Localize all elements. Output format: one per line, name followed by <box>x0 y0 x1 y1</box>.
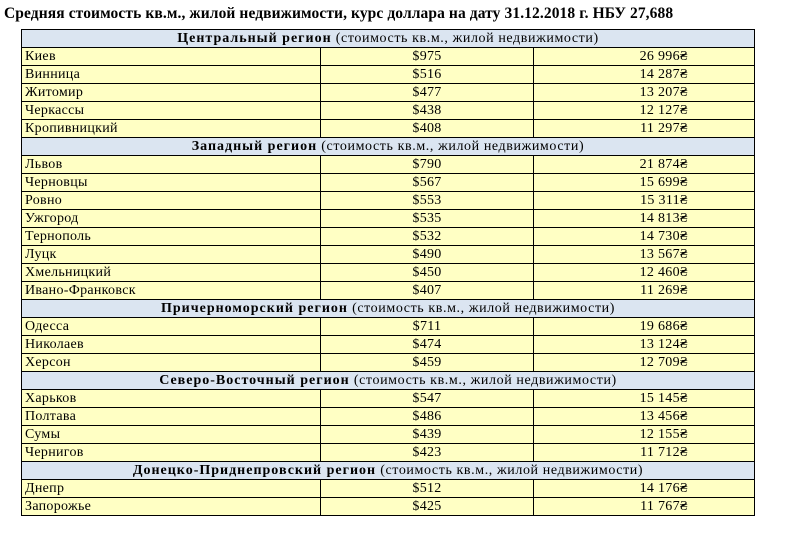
uah-price-cell: 15 311₴ <box>534 192 755 210</box>
uah-price-cell: 11 767₴ <box>534 498 755 516</box>
uah-price-cell: 15 699₴ <box>534 174 755 192</box>
region-name: Причерноморский регион <box>160 301 348 316</box>
region-header-row <box>22 372 755 390</box>
uah-price-cell: 12 155₴ <box>534 426 755 444</box>
usd-price-cell: $516 <box>321 66 534 84</box>
usd-price-cell: $512 <box>321 480 534 498</box>
usd-price-cell: $535 <box>321 210 534 228</box>
usd-price-cell: $711 <box>321 318 534 336</box>
city-cell: Винница <box>22 66 321 84</box>
city-cell: Тернополь <box>22 228 321 246</box>
city-cell: Одесса <box>22 318 321 336</box>
city-cell: Харьков <box>22 390 321 408</box>
city-cell: Ужгород <box>22 210 321 228</box>
city-cell: Черкассы <box>22 102 321 120</box>
region-suffix: (стоимость кв.м., жилой недвижимости) <box>335 31 599 46</box>
uah-price-cell: 21 874₴ <box>534 156 755 174</box>
uah-price-cell: 19 686₴ <box>534 318 755 336</box>
region-name: Центральный регион <box>177 31 332 46</box>
usd-price-cell: $423 <box>321 444 534 462</box>
city-cell: Ивано-Франковск <box>22 282 321 300</box>
usd-price-cell: $975 <box>321 48 534 66</box>
table-row <box>22 66 755 84</box>
uah-price-cell: 12 709₴ <box>534 354 755 372</box>
usd-price-cell: $408 <box>321 120 534 138</box>
uah-price-cell: 12 460₴ <box>534 264 755 282</box>
uah-price-cell: 11 269₴ <box>534 282 755 300</box>
region-header <box>22 30 755 48</box>
uah-price-cell: 15 145₴ <box>534 390 755 408</box>
usd-price-cell: $474 <box>321 336 534 354</box>
table-row <box>22 210 755 228</box>
uah-price-cell: 13 124₴ <box>534 336 755 354</box>
city-cell: Кропивницкий <box>22 120 321 138</box>
usd-price-cell: $567 <box>321 174 534 192</box>
uah-price-cell: 11 712₴ <box>534 444 755 462</box>
table-row <box>22 336 755 354</box>
region-suffix: (стоимость кв.м., жилой недвижимости) <box>352 301 616 316</box>
table-row <box>22 390 755 408</box>
uah-price-cell: 14 176₴ <box>534 480 755 498</box>
uah-price-cell: 14 813₴ <box>534 210 755 228</box>
table-row <box>22 426 755 444</box>
table-row <box>22 282 755 300</box>
city-cell: Киев <box>22 48 321 66</box>
table-row <box>22 318 755 336</box>
uah-price-cell: 13 567₴ <box>534 246 755 264</box>
uah-price-cell: 12 127₴ <box>534 102 755 120</box>
region-header <box>22 462 755 480</box>
city-cell: Николаев <box>22 336 321 354</box>
city-cell: Запорожье <box>22 498 321 516</box>
table-row <box>22 444 755 462</box>
usd-price-cell: $439 <box>321 426 534 444</box>
table-row <box>22 264 755 282</box>
region-header <box>22 138 755 156</box>
table-row <box>22 498 755 516</box>
region-header-row <box>22 138 755 156</box>
usd-price-cell: $438 <box>321 102 534 120</box>
usd-price-cell: $450 <box>321 264 534 282</box>
region-suffix: (стоимость кв.м., жилой недвижимости) <box>321 139 585 154</box>
uah-price-cell: 13 207₴ <box>534 84 755 102</box>
table-row <box>22 84 755 102</box>
usd-price-cell: $790 <box>321 156 534 174</box>
city-cell: Луцк <box>22 246 321 264</box>
city-cell: Житомир <box>22 84 321 102</box>
region-header-row <box>22 462 755 480</box>
table-row <box>22 228 755 246</box>
page-title: Средняя стоимость кв.м., жилой недвижимости, курс доллара на дату 31.12.2018 г. НБУ 27,688 <box>4 5 674 22</box>
usd-price-cell: $477 <box>321 84 534 102</box>
region-name: Донецко-Приднепровский регион <box>132 463 377 478</box>
table-row <box>22 408 755 426</box>
region-suffix: (стоимость кв.м., жилой недвижимости) <box>380 463 644 478</box>
uah-price-cell: 11 297₴ <box>534 120 755 138</box>
region-header <box>22 372 755 390</box>
usd-price-cell: $459 <box>321 354 534 372</box>
table-row <box>22 48 755 66</box>
uah-price-cell: 13 456₴ <box>534 408 755 426</box>
usd-price-cell: $425 <box>321 498 534 516</box>
city-cell: Херсон <box>22 354 321 372</box>
city-cell: Чернигов <box>22 444 321 462</box>
city-cell: Львов <box>22 156 321 174</box>
table-row <box>22 246 755 264</box>
uah-price-cell: 14 287₴ <box>534 66 755 84</box>
usd-price-cell: $490 <box>321 246 534 264</box>
region-header-row <box>22 300 755 318</box>
usd-price-cell: $547 <box>321 390 534 408</box>
region-name: Северо-Восточный регион <box>159 373 350 388</box>
region-header-row <box>22 30 755 48</box>
region-header <box>22 300 755 318</box>
city-cell: Сумы <box>22 426 321 444</box>
usd-price-cell: $553 <box>321 192 534 210</box>
usd-price-cell: $407 <box>321 282 534 300</box>
price-table <box>21 29 755 516</box>
usd-price-cell: $532 <box>321 228 534 246</box>
table-row <box>22 120 755 138</box>
table-row <box>22 174 755 192</box>
usd-price-cell: $486 <box>321 408 534 426</box>
table-row <box>22 192 755 210</box>
city-cell: Полтава <box>22 408 321 426</box>
city-cell: Черновцы <box>22 174 321 192</box>
uah-price-cell: 26 996₴ <box>534 48 755 66</box>
city-cell: Днепр <box>22 480 321 498</box>
city-cell: Хмельницкий <box>22 264 321 282</box>
region-name: Западный регион <box>191 139 318 154</box>
table-row <box>22 354 755 372</box>
city-cell: Ровно <box>22 192 321 210</box>
uah-price-cell: 14 730₴ <box>534 228 755 246</box>
table-row <box>22 156 755 174</box>
table-row <box>22 102 755 120</box>
region-suffix: (стоимость кв.м., жилой недвижимости) <box>353 373 617 388</box>
table-row <box>22 480 755 498</box>
